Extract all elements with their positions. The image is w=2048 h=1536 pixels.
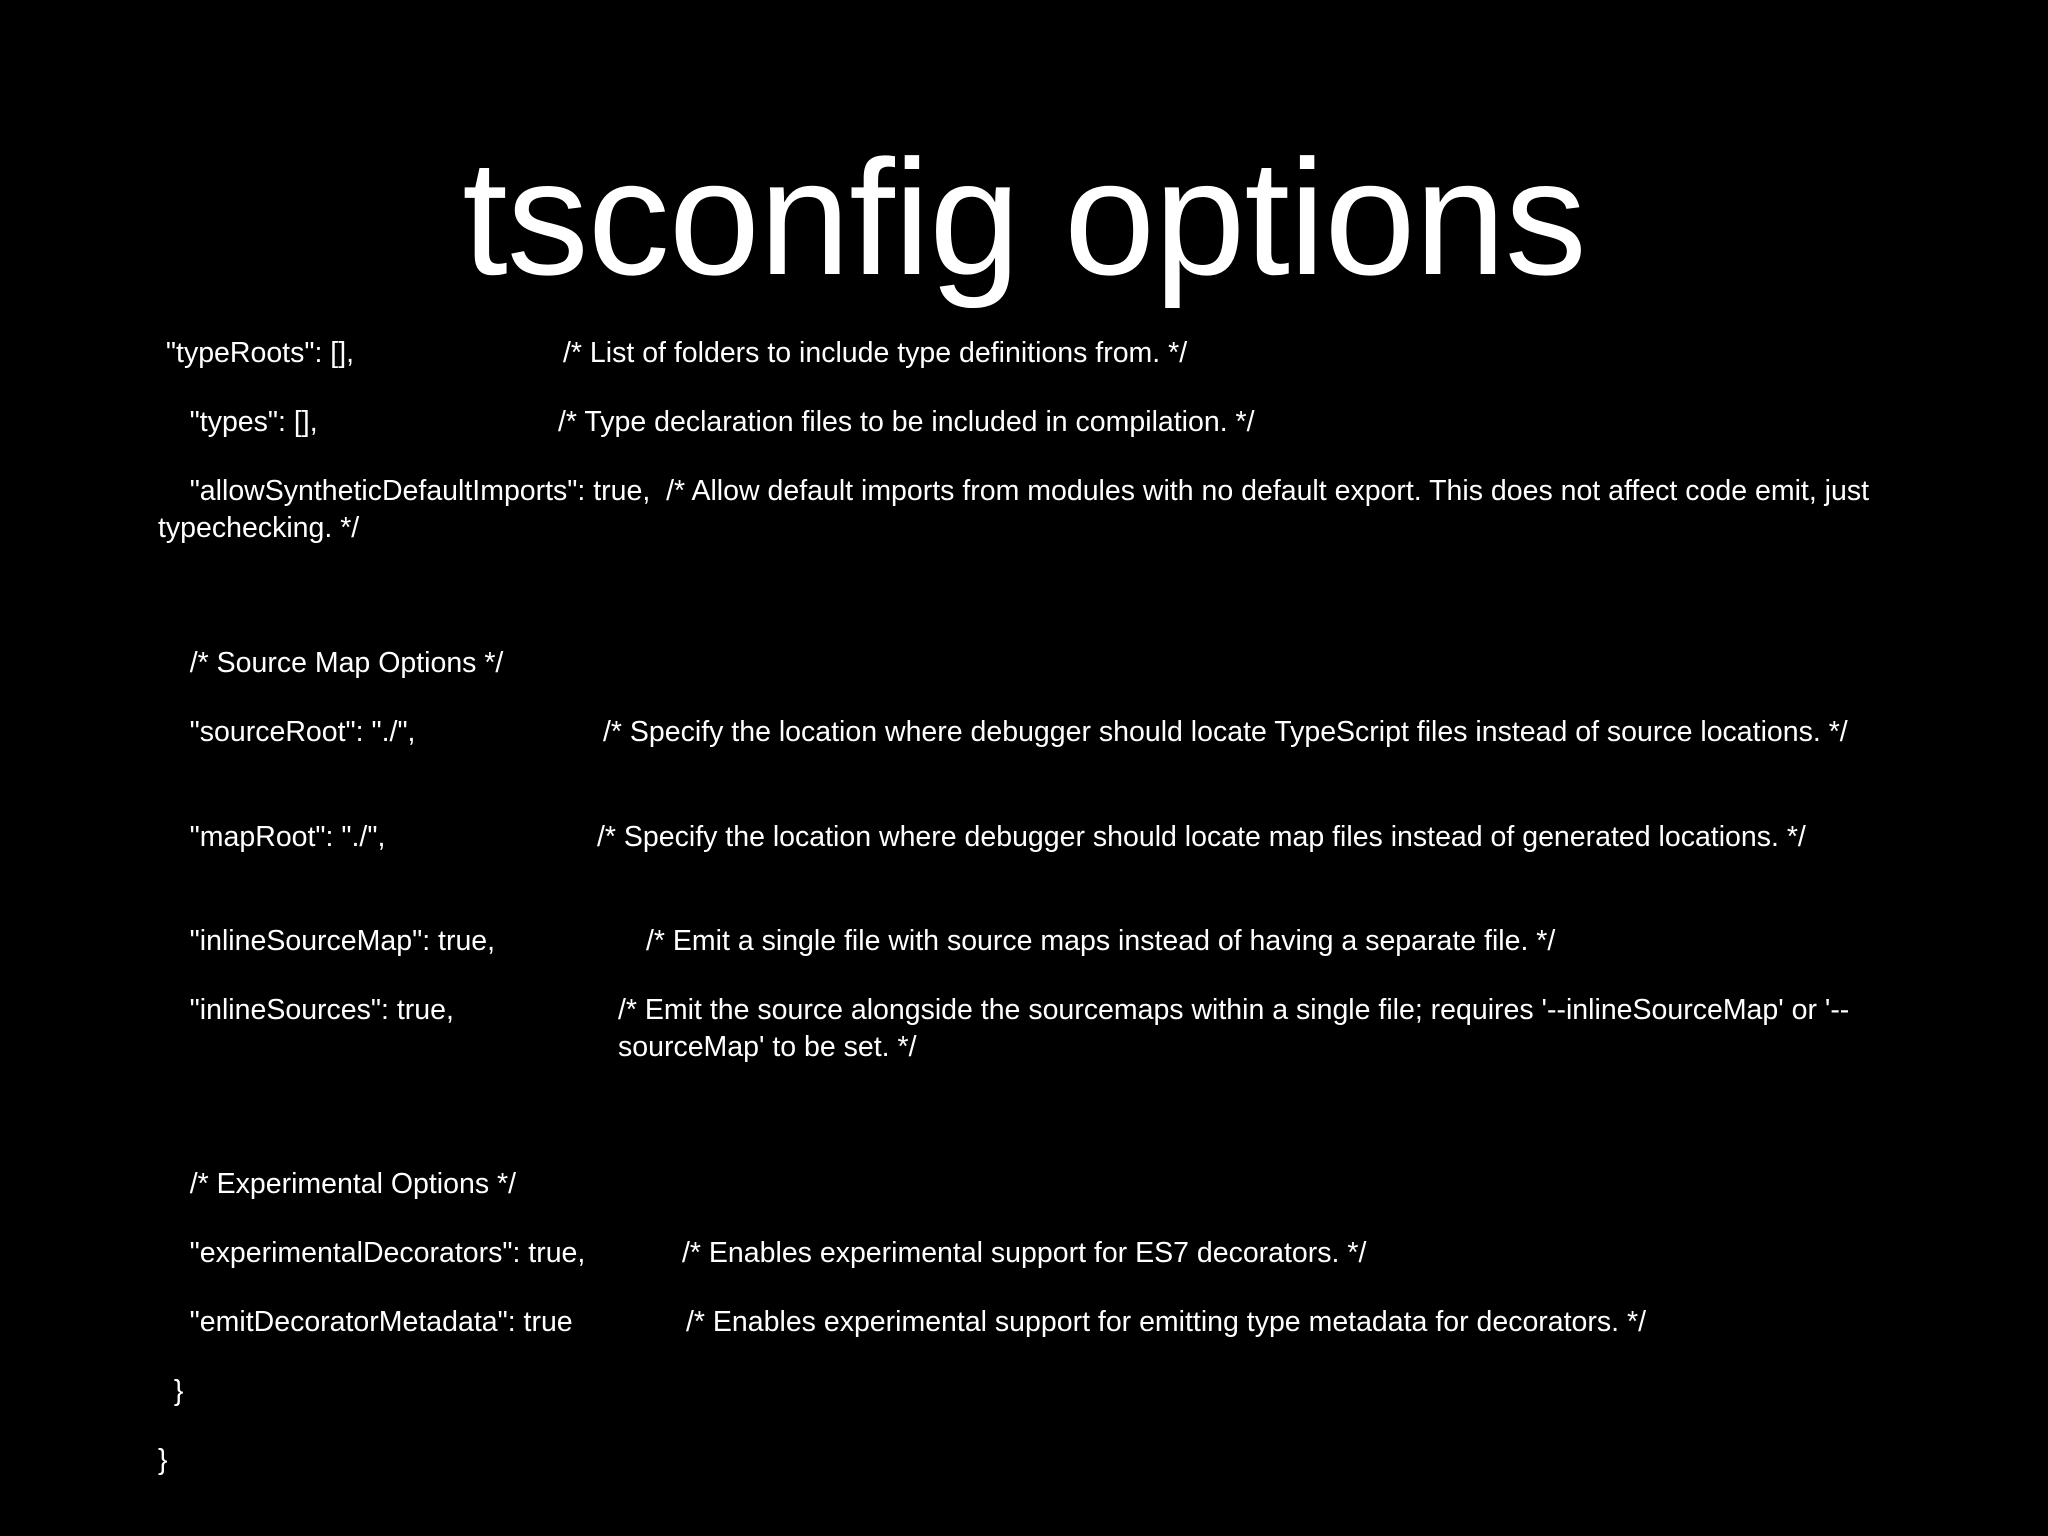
slide-title: tsconfig options <box>462 126 1586 309</box>
code-line-inlinesources <box>158 992 1880 1063</box>
code-line-inner-closing-brace: } <box>158 1375 184 1407</box>
code-key: "sourceRoot": "./", <box>158 716 416 748</box>
code-line-typeroots <box>158 335 1880 372</box>
code-key: "mapRoot": "./", <box>158 821 386 853</box>
code-comment: /* Emit a single file with source maps instead of having a separate file. */ <box>646 925 1556 957</box>
code-key: "types": [], <box>158 406 318 438</box>
code-key: "experimentalDecorators": true, <box>158 1237 586 1269</box>
code-comment: /* List of folders to include type definitions from. */ <box>563 337 1188 369</box>
code-line-outer-closing-brace: } <box>158 1444 168 1476</box>
code-line-inlinesourcemap <box>158 923 1880 960</box>
code-key: "inlineSourceMap": true, <box>158 925 496 957</box>
code-key: "typeRoots": [], <box>158 337 355 369</box>
code-comment: /* Enables experimental support for emitting type metadata for decorators. */ <box>686 1306 1646 1338</box>
code-comment: /* Emit the source alongside the sourcemaps within a single file; requires '--inlineSourceMap' or '--sourceMap' to be set. */ <box>618 994 1850 1063</box>
code-line-source-map-options: /* Source Map Options */ <box>158 647 504 679</box>
code-key: "inlineSources": true, <box>158 994 454 1026</box>
code-line-experimental-options: /* Experimental Options */ <box>158 1168 517 1200</box>
code-line-maproot <box>158 819 1880 856</box>
code-comment: /* Specify the location where debugger should locate map files instead of generated locations. */ <box>597 821 1806 853</box>
code-comment: /* Specify the location where debugger should locate TypeScript files instead of source locations. */ <box>603 716 1848 748</box>
code-line-experimentaldecorators <box>158 1235 1880 1272</box>
code-comment: /* Enables experimental support for ES7 decorators. */ <box>682 1237 1367 1269</box>
code-line-emitdecoratormetadata <box>158 1304 1880 1341</box>
code-line-allow-synthetic-default-imports: "allowSyntheticDefaultImports": true, /* Allow default imports from modules with no default export. This does not affect code emit, just typechecking. */ <box>158 475 1877 544</box>
code-line-types <box>158 404 1880 441</box>
code-comment: /* Type declaration files to be included in compilation. */ <box>558 406 1255 438</box>
code-key: "emitDecoratorMetadata": true <box>158 1306 573 1338</box>
code-line-sourceroot <box>158 714 1880 751</box>
